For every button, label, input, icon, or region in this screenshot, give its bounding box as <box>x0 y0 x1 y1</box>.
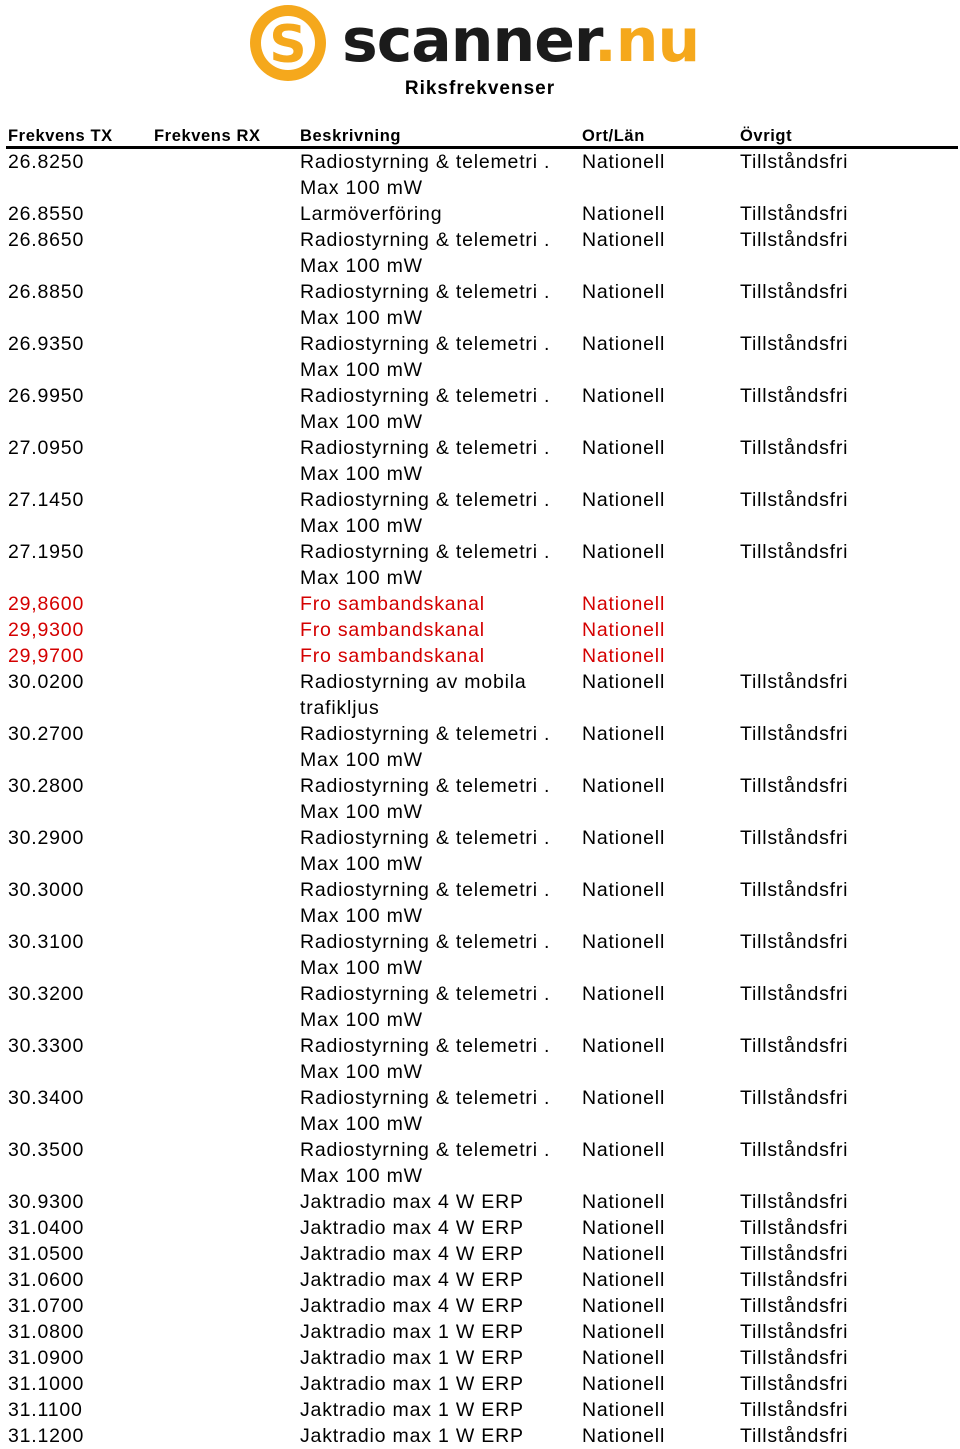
cell-location: Nationell <box>582 1035 666 1057</box>
cell-tx: 27.0950 <box>8 437 85 459</box>
table-row <box>6 539 958 591</box>
cell-other <box>738 643 958 669</box>
cell-rx <box>152 1319 298 1345</box>
cell-rx <box>152 331 298 383</box>
table-row <box>6 1033 958 1085</box>
cell-other: Tillståndsfri <box>740 1191 849 1213</box>
table-row <box>6 617 958 643</box>
cell-other: Tillståndsfri <box>740 671 849 693</box>
cell-description: Radiostyrning & telemetri . Max 100 mW <box>300 1087 551 1135</box>
page-title: Riksfrekvenser <box>404 78 556 99</box>
cell-tx: 26.9350 <box>8 333 85 355</box>
cell-location: Nationell <box>582 385 666 407</box>
cell-other: Tillståndsfri <box>740 1243 849 1265</box>
cell-location: Nationell <box>582 1139 666 1161</box>
table-row <box>6 929 958 981</box>
cell-tx: 30.2700 <box>8 723 85 745</box>
table-row <box>6 981 958 1033</box>
frequency-table <box>6 120 958 1449</box>
cell-location: Nationell <box>582 1191 666 1213</box>
cell-rx <box>152 279 298 331</box>
cell-other: Tillståndsfri <box>740 1295 849 1317</box>
cell-other: Tillståndsfri <box>740 983 849 1005</box>
table-row <box>6 1293 958 1319</box>
cell-description: Radiostyrning & telemetri . Max 100 mW <box>300 281 551 329</box>
table-row <box>6 1085 958 1137</box>
cell-rx <box>152 877 298 929</box>
cell-description: Radiostyrning & telemetri . Max 100 mW <box>300 1035 551 1083</box>
cell-description: Radiostyrning & telemetri . Max 100 mW <box>300 1139 551 1187</box>
cell-other: Tillståndsfri <box>740 541 849 563</box>
cell-rx <box>152 591 298 617</box>
cell-description: Larmöverföring <box>300 203 443 225</box>
table-row <box>6 1241 958 1267</box>
column-header-location: Ort/Län <box>580 120 738 148</box>
cell-tx: 30.2800 <box>8 775 85 797</box>
cell-location: Nationell <box>582 437 666 459</box>
cell-other: Tillståndsfri <box>740 1217 849 1239</box>
table-row <box>6 721 958 773</box>
cell-location: Nationell <box>582 1295 666 1317</box>
cell-tx: 30.0200 <box>8 671 85 693</box>
table-row <box>6 331 958 383</box>
cell-other: Tillståndsfri <box>740 151 849 173</box>
cell-description: Jaktradio max 4 W ERP <box>300 1269 524 1291</box>
cell-rx <box>152 539 298 591</box>
cell-rx <box>152 1137 298 1189</box>
logo-letter: S <box>269 15 307 75</box>
cell-location: Nationell <box>582 1243 666 1265</box>
table-row <box>6 1215 958 1241</box>
cell-location: Nationell <box>582 1217 666 1239</box>
cell-location: Nationell <box>582 229 666 251</box>
table-row <box>6 1371 958 1397</box>
cell-description: Jaktradio max 1 W ERP <box>300 1373 524 1395</box>
cell-rx <box>152 1241 298 1267</box>
cell-rx <box>152 721 298 773</box>
cell-description: Jaktradio max 1 W ERP <box>300 1399 524 1421</box>
cell-location: Nationell <box>582 1347 666 1369</box>
cell-rx <box>152 1189 298 1215</box>
cell-tx: 31.1200 <box>8 1425 85 1447</box>
table-row <box>6 487 958 539</box>
table-row <box>6 435 958 487</box>
table-row <box>6 227 958 279</box>
cell-rx <box>152 1215 298 1241</box>
cell-tx: 26.8250 <box>8 151 85 173</box>
cell-tx: 30.3000 <box>8 879 85 901</box>
table-row <box>6 383 958 435</box>
cell-other: Tillståndsfri <box>740 489 849 511</box>
logo-wordmark <box>342 6 699 76</box>
cell-rx <box>152 487 298 539</box>
cell-description: Jaktradio max 4 W ERP <box>300 1217 524 1239</box>
cell-location: Nationell <box>582 723 666 745</box>
table-row <box>6 1137 958 1189</box>
cell-location: Nationell <box>582 333 666 355</box>
cell-other: Tillståndsfri <box>740 1139 849 1161</box>
cell-tx: 31.0500 <box>8 1243 85 1265</box>
cell-other: Tillståndsfri <box>740 203 849 225</box>
cell-location: Nationell <box>582 619 666 641</box>
cell-rx <box>152 1345 298 1371</box>
cell-description: Radiostyrning & telemetri . Max 100 mW <box>300 827 551 875</box>
scanner-nu-logo <box>246 2 706 84</box>
cell-description: Radiostyrning & telemetri . Max 100 mW <box>300 385 551 433</box>
cell-tx: 30.3200 <box>8 983 85 1005</box>
cell-description: Fro sambandskanal <box>300 593 485 615</box>
cell-rx <box>152 929 298 981</box>
cell-tx: 29,9700 <box>8 645 85 667</box>
cell-rx <box>152 981 298 1033</box>
cell-other <box>738 591 958 617</box>
cell-other: Tillståndsfri <box>740 1087 849 1109</box>
cell-tx: 31.0600 <box>8 1269 85 1291</box>
column-header-tx: Frekvens TX <box>6 120 152 148</box>
cell-other <box>738 617 958 643</box>
table-row <box>6 1397 958 1423</box>
table-row <box>6 1267 958 1293</box>
cell-location: Nationell <box>582 1269 666 1291</box>
cell-tx: 30.3400 <box>8 1087 85 1109</box>
table-row <box>6 1423 958 1449</box>
cell-other: Tillståndsfri <box>740 281 849 303</box>
cell-location: Nationell <box>582 1425 666 1447</box>
cell-description: Radiostyrning & telemetri . Max 100 mW <box>300 489 551 537</box>
cell-rx <box>152 1033 298 1085</box>
cell-location: Nationell <box>582 983 666 1005</box>
logo-name: scanner <box>342 6 594 76</box>
cell-rx <box>152 1293 298 1319</box>
column-header-other: Övrigt <box>738 120 958 148</box>
table-row <box>6 825 958 877</box>
table-row <box>6 1319 958 1345</box>
cell-description: Radiostyrning & telemetri . Max 100 mW <box>300 723 551 771</box>
cell-description: Radiostyrning & telemetri . Max 100 mW <box>300 229 551 277</box>
logo-tld: nu <box>615 6 700 76</box>
cell-rx <box>152 227 298 279</box>
table-row <box>6 201 958 227</box>
cell-rx <box>152 201 298 227</box>
cell-location: Nationell <box>582 541 666 563</box>
cell-tx: 31.0700 <box>8 1295 85 1317</box>
cell-description: Fro sambandskanal <box>300 619 485 641</box>
cell-tx: 30.3500 <box>8 1139 85 1161</box>
cell-description: Radiostyrning & telemetri . Max 100 mW <box>300 151 551 199</box>
cell-description: Fro sambandskanal <box>300 645 485 667</box>
cell-rx <box>152 383 298 435</box>
cell-tx: 27.1450 <box>8 489 85 511</box>
cell-other: Tillståndsfri <box>740 385 849 407</box>
table-row <box>6 669 958 721</box>
logo-dot: . <box>593 6 616 76</box>
cell-tx: 30.3300 <box>8 1035 85 1057</box>
cell-other: Tillståndsfri <box>740 1373 849 1395</box>
cell-description: Radiostyrning & telemetri . Max 100 mW <box>300 333 551 381</box>
cell-location: Nationell <box>582 931 666 953</box>
cell-rx <box>152 148 298 202</box>
cell-tx: 26.8550 <box>8 203 85 225</box>
cell-tx: 30.2900 <box>8 827 85 849</box>
cell-location: Nationell <box>582 775 666 797</box>
cell-other: Tillståndsfri <box>740 1035 849 1057</box>
cell-other: Tillståndsfri <box>740 931 849 953</box>
cell-other: Tillståndsfri <box>740 775 849 797</box>
cell-tx: 26.9950 <box>8 385 85 407</box>
cell-description: Radiostyrning & telemetri . Max 100 mW <box>300 983 551 1031</box>
cell-location: Nationell <box>582 1321 666 1343</box>
cell-description: Jaktradio max 1 W ERP <box>300 1347 524 1369</box>
cell-description: Jaktradio max 1 W ERP <box>300 1425 524 1447</box>
cell-location: Nationell <box>582 671 666 693</box>
table-row <box>6 643 958 669</box>
cell-tx: 29,9300 <box>8 619 85 641</box>
cell-description: Radiostyrning & telemetri . Max 100 mW <box>300 541 551 589</box>
column-header-description: Beskrivning <box>298 120 580 148</box>
cell-description: Jaktradio max 4 W ERP <box>300 1191 524 1213</box>
cell-tx: 26.8850 <box>8 281 85 303</box>
cell-other: Tillståndsfri <box>740 437 849 459</box>
table-row <box>6 1345 958 1371</box>
cell-rx <box>152 1085 298 1137</box>
cell-location: Nationell <box>582 1087 666 1109</box>
cell-location: Nationell <box>582 1373 666 1395</box>
table-row <box>6 279 958 331</box>
cell-description: Radiostyrning & telemetri . Max 100 mW <box>300 437 551 485</box>
cell-description: Jaktradio max 1 W ERP <box>300 1321 524 1343</box>
logo-s-icon <box>246 2 332 84</box>
cell-other: Tillståndsfri <box>740 229 849 251</box>
cell-rx <box>152 435 298 487</box>
cell-location: Nationell <box>582 281 666 303</box>
cell-location: Nationell <box>582 151 666 173</box>
table-row <box>6 773 958 825</box>
cell-tx: 31.1000 <box>8 1373 85 1395</box>
table-row <box>6 148 958 202</box>
cell-tx: 31.0400 <box>8 1217 85 1239</box>
column-header-rx: Frekvens RX <box>152 120 298 148</box>
cell-location: Nationell <box>582 203 666 225</box>
cell-location: Nationell <box>582 1399 666 1421</box>
table-header-row <box>6 120 958 148</box>
cell-rx <box>152 1397 298 1423</box>
cell-rx <box>152 773 298 825</box>
table-row <box>6 1189 958 1215</box>
cell-location: Nationell <box>582 593 666 615</box>
cell-other: Tillståndsfri <box>740 827 849 849</box>
cell-description: Radiostyrning av mobila trafikljus <box>300 671 527 719</box>
cell-rx <box>152 825 298 877</box>
cell-rx <box>152 617 298 643</box>
cell-description: Jaktradio max 4 W ERP <box>300 1243 524 1265</box>
cell-other: Tillståndsfri <box>740 1347 849 1369</box>
cell-rx <box>152 1267 298 1293</box>
cell-description: Radiostyrning & telemetri . Max 100 mW <box>300 931 551 979</box>
cell-description: Radiostyrning & telemetri . Max 100 mW <box>300 879 551 927</box>
cell-tx: 30.3100 <box>8 931 85 953</box>
cell-tx: 26.8650 <box>8 229 85 251</box>
cell-tx: 31.0800 <box>8 1321 85 1343</box>
table-row <box>6 877 958 929</box>
cell-tx: 29,8600 <box>8 593 85 615</box>
cell-other: Tillståndsfri <box>740 879 849 901</box>
page-header <box>0 0 960 120</box>
cell-rx <box>152 1423 298 1449</box>
cell-other: Tillståndsfri <box>740 1425 849 1447</box>
cell-location: Nationell <box>582 879 666 901</box>
cell-other: Tillståndsfri <box>740 1399 849 1421</box>
cell-rx <box>152 643 298 669</box>
cell-rx <box>152 1371 298 1397</box>
cell-tx: 31.0900 <box>8 1347 85 1369</box>
cell-other: Tillståndsfri <box>740 1269 849 1291</box>
cell-other: Tillståndsfri <box>740 723 849 745</box>
cell-other: Tillståndsfri <box>740 333 849 355</box>
cell-location: Nationell <box>582 827 666 849</box>
cell-rx <box>152 669 298 721</box>
cell-location: Nationell <box>582 489 666 511</box>
cell-description: Jaktradio max 4 W ERP <box>300 1295 524 1317</box>
cell-tx: 31.1100 <box>8 1399 83 1421</box>
cell-description: Radiostyrning & telemetri . Max 100 mW <box>300 775 551 823</box>
cell-tx: 30.9300 <box>8 1191 85 1213</box>
cell-location: Nationell <box>582 645 666 667</box>
cell-other: Tillståndsfri <box>740 1321 849 1343</box>
cell-tx: 27.1950 <box>8 541 85 563</box>
table-row <box>6 591 958 617</box>
